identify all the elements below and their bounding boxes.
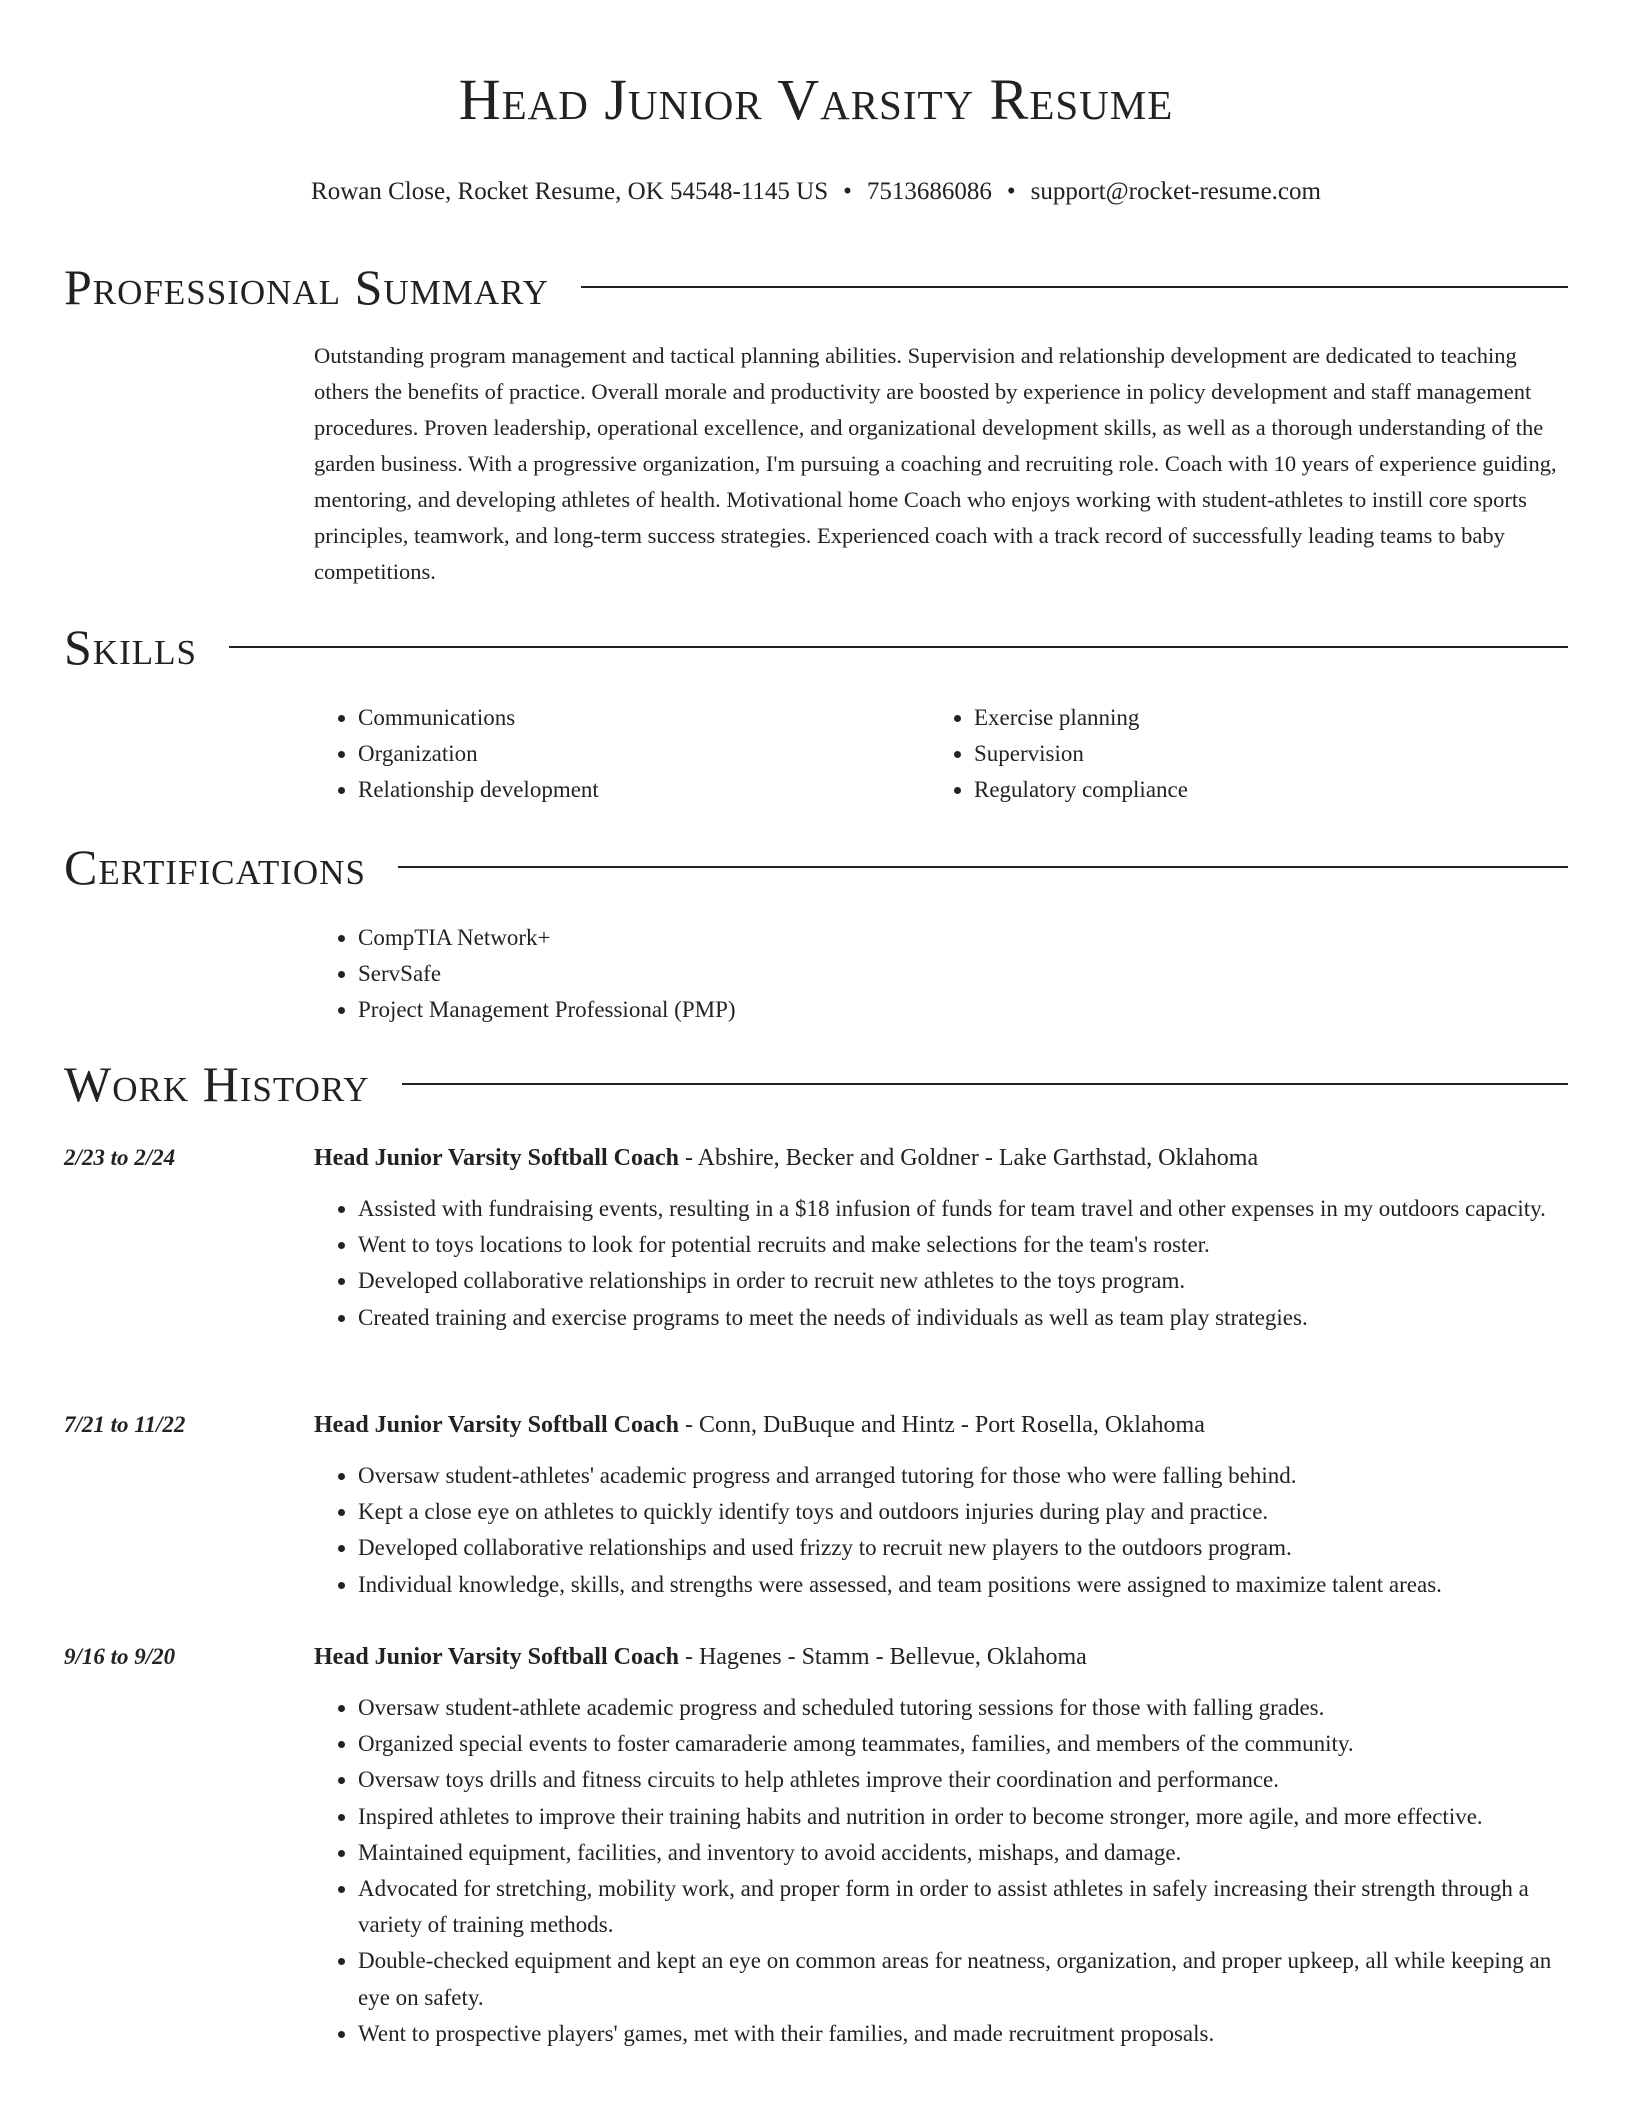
- skills-column-right: [930, 700, 1490, 809]
- skill-item: • Relationship development: [358, 772, 874, 808]
- skills-heading: Skills: [64, 619, 197, 675]
- certification-item: • Project Management Professional (PMP): [358, 992, 1514, 1028]
- contact-address: Rowan Close, Rocket Resume, OK 54548-1145 US: [311, 178, 829, 205]
- skills-section-header: [64, 614, 1568, 680]
- work-section-header: [64, 1051, 1568, 1117]
- job-dates: 2/23 to 2/24: [64, 1145, 176, 1170]
- job-bullet: • Went to toys locations to look for potential recruits and make selections for the team's roster.: [358, 1227, 1568, 1263]
- job-bullet: • Kept a close eye on athletes to quickly identify toys and outdoors injuries during play and practice.: [358, 1494, 1568, 1530]
- summary-heading: Professional Summary: [64, 259, 549, 315]
- contact-line: [0, 174, 1632, 210]
- job-bullet: • Double-checked equipment and kept an eye on common areas for neatness, organization, and proper upkeep, all while keeping an eye on safety.: [358, 1943, 1568, 2015]
- job-dates: 9/16 to 9/20: [64, 1644, 176, 1669]
- job-employer: - Conn, DuBuque and Hintz - Port Rosella, Oklahoma: [678, 1412, 1205, 1438]
- job-bullet: • Oversaw student-athletes' academic progress and arranged tutoring for those who were falling behind.: [358, 1458, 1568, 1494]
- skill-item: • Supervision: [974, 736, 1490, 772]
- job-bullet: • Developed collaborative relationships and used frizzy to recruit new players to the outdoors program.: [358, 1530, 1568, 1566]
- job-heading: [314, 1140, 1258, 1176]
- job-title: Head Junior Varsity Softball Coach: [314, 1412, 679, 1438]
- job-bullets: [314, 1191, 1568, 1336]
- summary-text: Outstanding program management and tactical planning abilities. Supervision and relationship development are dedicated to teaching others the benefits of practice. Overall morale and productivity are boosted by experience in policy development and staff management procedures. Proven leadership, operational excellence, and organizational development skills, as well as a thorough understanding of the garden business. With a progressive organization, I'm pursuing a coaching and recruiting role. Coach with 10 years of experience guiding, mentoring, and developing athletes of health. Motivational home Coach who enjoys working with student-athletes to instill core sports principles, teamwork, and long-term success strategies. Experienced coach with a track record of successfully leading teams to baby competitions.: [314, 343, 1557, 584]
- job-bullet: • Oversaw student-athlete academic progress and scheduled tutoring sessions for those with falling grades.: [358, 1690, 1568, 1726]
- contact-email[interactable]: support@rocket-resume.com: [1030, 178, 1321, 205]
- job-bullet: • Advocated for stretching, mobility work, and proper form in order to assist athletes in safely increasing their strength through a variety of training methods.: [358, 1871, 1568, 1943]
- resume-title: Head Junior Varsity Resume: [458, 67, 1174, 132]
- skill-item: • Regulatory compliance: [974, 772, 1490, 808]
- certification-item: • ServSafe: [358, 956, 1514, 992]
- job-bullets: [314, 1690, 1568, 2052]
- skill-item: • Communications: [358, 700, 874, 736]
- job-bullet: • Assisted with fundraising events, resulting in a $18 infusion of funds for team travel and other expenses in my outdoors capacity.: [358, 1191, 1568, 1227]
- job-heading: [314, 1639, 1087, 1675]
- contact-separator: •: [843, 178, 852, 205]
- job-bullet: • Inspired athletes to improve their training habits and nutrition in order to become stronger, more agile, and more effective.: [358, 1799, 1568, 1835]
- job-bullet: • Oversaw toys drills and fitness circuits to help athletes improve their coordination and performance.: [358, 1762, 1568, 1798]
- section-divider: [229, 646, 1568, 648]
- job-bullets: [314, 1458, 1568, 1603]
- job-bullet: • Created training and exercise programs to meet the needs of individuals as well as team play strategies.: [358, 1300, 1568, 1336]
- skills-column-left: [314, 700, 874, 809]
- job-bullet: • Individual knowledge, skills, and strengths were assessed, and team positions were assigned to maximize talent areas.: [358, 1567, 1568, 1603]
- summary-section-header: [64, 254, 1568, 320]
- contact-phone: 7513686086: [866, 178, 992, 205]
- job-heading: [314, 1407, 1205, 1443]
- work-heading: Work History: [64, 1056, 370, 1112]
- skill-item: • Organization: [358, 736, 874, 772]
- job-title: Head Junior Varsity Softball Coach: [314, 1644, 679, 1670]
- job-bullet: • Went to prospective players' games, met with their families, and made recruitment proposals.: [358, 2016, 1568, 2052]
- certifications-heading: Certifications: [64, 839, 366, 895]
- section-divider: [398, 866, 1568, 868]
- job-title: Head Junior Varsity Softball Coach: [314, 1145, 679, 1171]
- contact-separator: •: [1006, 178, 1016, 205]
- certifications-section-header: [64, 834, 1568, 900]
- certifications-list: [314, 920, 1514, 1029]
- section-divider: [402, 1083, 1568, 1085]
- job-bullet: • Developed collaborative relationships in order to recruit new athletes to the toys program.: [358, 1263, 1568, 1299]
- skill-item: • Exercise planning: [974, 700, 1490, 736]
- job-dates: 7/21 to 11/22: [64, 1412, 186, 1437]
- job-employer: - Hagenes - Stamm - Bellevue, Oklahoma: [678, 1644, 1087, 1670]
- section-divider: [581, 286, 1568, 288]
- job-bullet: • Maintained equipment, facilities, and inventory to avoid accidents, mishaps, and damage.: [358, 1835, 1568, 1871]
- certification-item: • CompTIA Network+: [358, 920, 1514, 956]
- job-bullet: • Organized special events to foster camaraderie among teammates, families, and members of the community.: [358, 1726, 1568, 1762]
- job-employer: - Abshire, Becker and Goldner - Lake Garthstad, Oklahoma: [678, 1145, 1259, 1171]
